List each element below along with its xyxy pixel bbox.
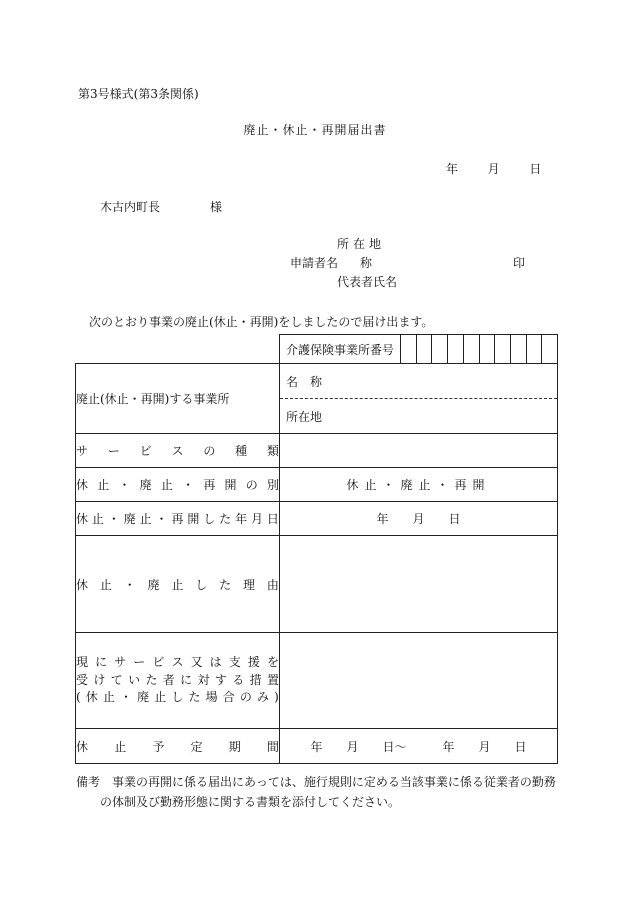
office-number-digit[interactable] [527, 335, 543, 363]
label-char: ) [274, 690, 279, 705]
label-char: 廃 [123, 512, 136, 526]
label-char: サ [114, 655, 127, 670]
label-char: 者 [162, 672, 175, 687]
label-char: 休 [76, 739, 89, 754]
date-day: 日 [529, 162, 542, 176]
label-char: に [95, 655, 108, 670]
label-char: 別 [266, 478, 279, 492]
label-char: 場 [205, 690, 218, 705]
label-char: ( [76, 690, 81, 705]
name-label-part2: 称 [360, 256, 373, 270]
date-label [76, 502, 280, 536]
label-char: 措 [249, 672, 262, 687]
label-char: サ [76, 444, 89, 458]
office-number-digit[interactable] [480, 335, 496, 363]
label-char: ・ [155, 512, 168, 526]
blank-cell [76, 335, 280, 364]
label-char: 合 [222, 690, 235, 705]
label-char: み [257, 690, 270, 705]
addressee-honorific: 様 [210, 200, 223, 214]
label-char: の [239, 690, 252, 705]
applicant-label: 申請者 [290, 256, 327, 270]
remarks-line-1: 備考 事業の再開に係る届出にあっては、施行規則に定める当該事業に係る従業者の勤務 [76, 775, 556, 789]
reason-row [76, 536, 558, 633]
lead-text: 次のとおり事業の廃止(休止・再開)をしましたので届け出ます。 [89, 315, 434, 329]
label-char: 再 [203, 478, 216, 492]
label-char: 廃 [147, 577, 160, 592]
name-label-part1: 名 [326, 256, 339, 270]
type-value[interactable] [280, 468, 558, 502]
label-char: し [195, 577, 208, 592]
label-char: た [145, 672, 158, 687]
office-number-row [76, 335, 558, 364]
label-char: ス [171, 655, 184, 670]
label-char: て [110, 672, 123, 687]
label-char: 期 [228, 739, 241, 754]
label-char: 止 [99, 577, 112, 592]
label-char: 理 [243, 577, 256, 592]
date-month: 月 [487, 162, 500, 176]
label-char: の [245, 478, 258, 492]
label-char: す [214, 672, 227, 687]
period-row [76, 729, 558, 764]
period-value[interactable] [280, 729, 558, 764]
label-char: 止 [139, 512, 152, 526]
date-row [76, 502, 558, 536]
office-number-digit[interactable] [464, 335, 480, 363]
label-char: し [203, 512, 216, 526]
office-number-digit[interactable] [495, 335, 511, 363]
form-number: 第3号様式(第3条関係) [78, 87, 199, 101]
label-char: 現 [76, 655, 89, 670]
label-char: ス [171, 444, 184, 458]
label-char: 開 [224, 478, 237, 492]
date-placeholder: 年 月 日 [376, 512, 461, 526]
service-type-field[interactable] [280, 434, 558, 468]
addressee-name: 木古内町長 [100, 200, 161, 214]
office-number-digit[interactable] [511, 335, 527, 363]
label-char: ビ [139, 444, 152, 458]
label-char: を [266, 655, 279, 670]
label-char: 止 [154, 690, 167, 705]
office-label: 廃止(休止・再開)する事業所 [76, 364, 280, 434]
office-number-digit[interactable] [417, 335, 433, 363]
label-char: ・ [118, 478, 131, 492]
office-address-label: 所在地 [286, 409, 323, 424]
label-char: 又 [190, 655, 203, 670]
label-char: ・ [107, 512, 120, 526]
office-info-cell [280, 364, 558, 434]
service-type-row [76, 434, 558, 468]
applicant-address-label: 所在地 [337, 237, 386, 251]
type-row [76, 468, 558, 502]
label-char: 年 [235, 512, 248, 526]
label-char: ・ [182, 478, 195, 492]
label-char: 休 [76, 478, 89, 492]
label-char: 月 [250, 512, 263, 526]
office-address-field[interactable] [280, 399, 557, 433]
label-char: 受 [76, 672, 89, 687]
label-char: ・ [123, 577, 136, 592]
label-char: し [171, 690, 184, 705]
office-number-label: 介護保険事業所番号 [280, 335, 401, 363]
label-char: た [219, 512, 232, 526]
label-char: 止 [160, 478, 173, 492]
seal-mark: 印 [513, 256, 526, 270]
label-char: 止 [114, 739, 127, 754]
label-char: 止 [91, 512, 104, 526]
date-year: 年 [446, 162, 459, 176]
label-char: は [209, 655, 222, 670]
period-placeholder: 年 月 日～ 年 月 日 [310, 739, 527, 754]
applicant-name-label [326, 254, 372, 271]
label-char: 定 [190, 739, 203, 754]
label-char: ー [133, 655, 146, 670]
label-char: の [203, 444, 216, 458]
applicant-rep-label: 代表者氏名 [337, 275, 398, 289]
label-char: た [188, 690, 201, 705]
office-number-digit[interactable] [448, 335, 464, 363]
label-char: 置 [266, 672, 279, 687]
label-char: 間 [266, 739, 279, 754]
label-char: 由 [266, 577, 279, 592]
label-char: 開 [187, 512, 200, 526]
date-value[interactable] [280, 502, 558, 536]
label-char: 休 [76, 512, 89, 526]
office-number-cell [280, 335, 558, 364]
office-name-field[interactable] [280, 364, 557, 399]
service-type-label [76, 434, 280, 468]
measures-label [76, 633, 280, 729]
notification-table [75, 334, 558, 764]
label-char: 予 [152, 739, 165, 754]
document-title: 廃止・休止・再開届出書 [243, 123, 387, 137]
office-row [76, 364, 558, 434]
label-char: 対 [197, 672, 210, 687]
label-char: 日 [266, 512, 279, 526]
remarks-line-2: の体制及び勤務形態に関する書類を添付してください。 [100, 795, 401, 809]
label-char: い [128, 672, 141, 687]
label-char: ・ [120, 690, 133, 705]
label-char: る [232, 672, 245, 687]
submission-date [446, 160, 541, 177]
label-char: 廃 [137, 690, 150, 705]
type-label [76, 468, 280, 502]
label-char: ー [107, 444, 120, 458]
office-number-digit[interactable] [542, 335, 557, 363]
label-char: け [93, 672, 106, 687]
label-char: 再 [171, 512, 184, 526]
label-char: 廃 [139, 478, 152, 492]
label-char: 類 [266, 444, 279, 458]
label-char: に [180, 672, 193, 687]
label-char: 種 [235, 444, 248, 458]
label-char: 止 [102, 690, 115, 705]
label-char: た [219, 577, 232, 592]
label-char: ビ [152, 655, 165, 670]
office-name-label: 名 称 [286, 374, 323, 389]
label-char: 休 [76, 577, 89, 592]
addressee [100, 198, 222, 215]
label-char: 援 [247, 655, 260, 670]
office-number-digit[interactable] [401, 335, 417, 363]
reason-field[interactable] [280, 536, 558, 633]
type-options: 休止・廃止・再開 [346, 478, 491, 492]
period-label [76, 729, 280, 764]
office-number-digit[interactable] [432, 335, 448, 363]
label-char: 止 [97, 478, 110, 492]
measures-field[interactable] [280, 633, 558, 729]
label-char: 休 [85, 690, 98, 705]
measures-row [76, 633, 558, 729]
reason-label [76, 536, 280, 633]
label-char: 止 [171, 577, 184, 592]
label-char: 支 [228, 655, 241, 670]
